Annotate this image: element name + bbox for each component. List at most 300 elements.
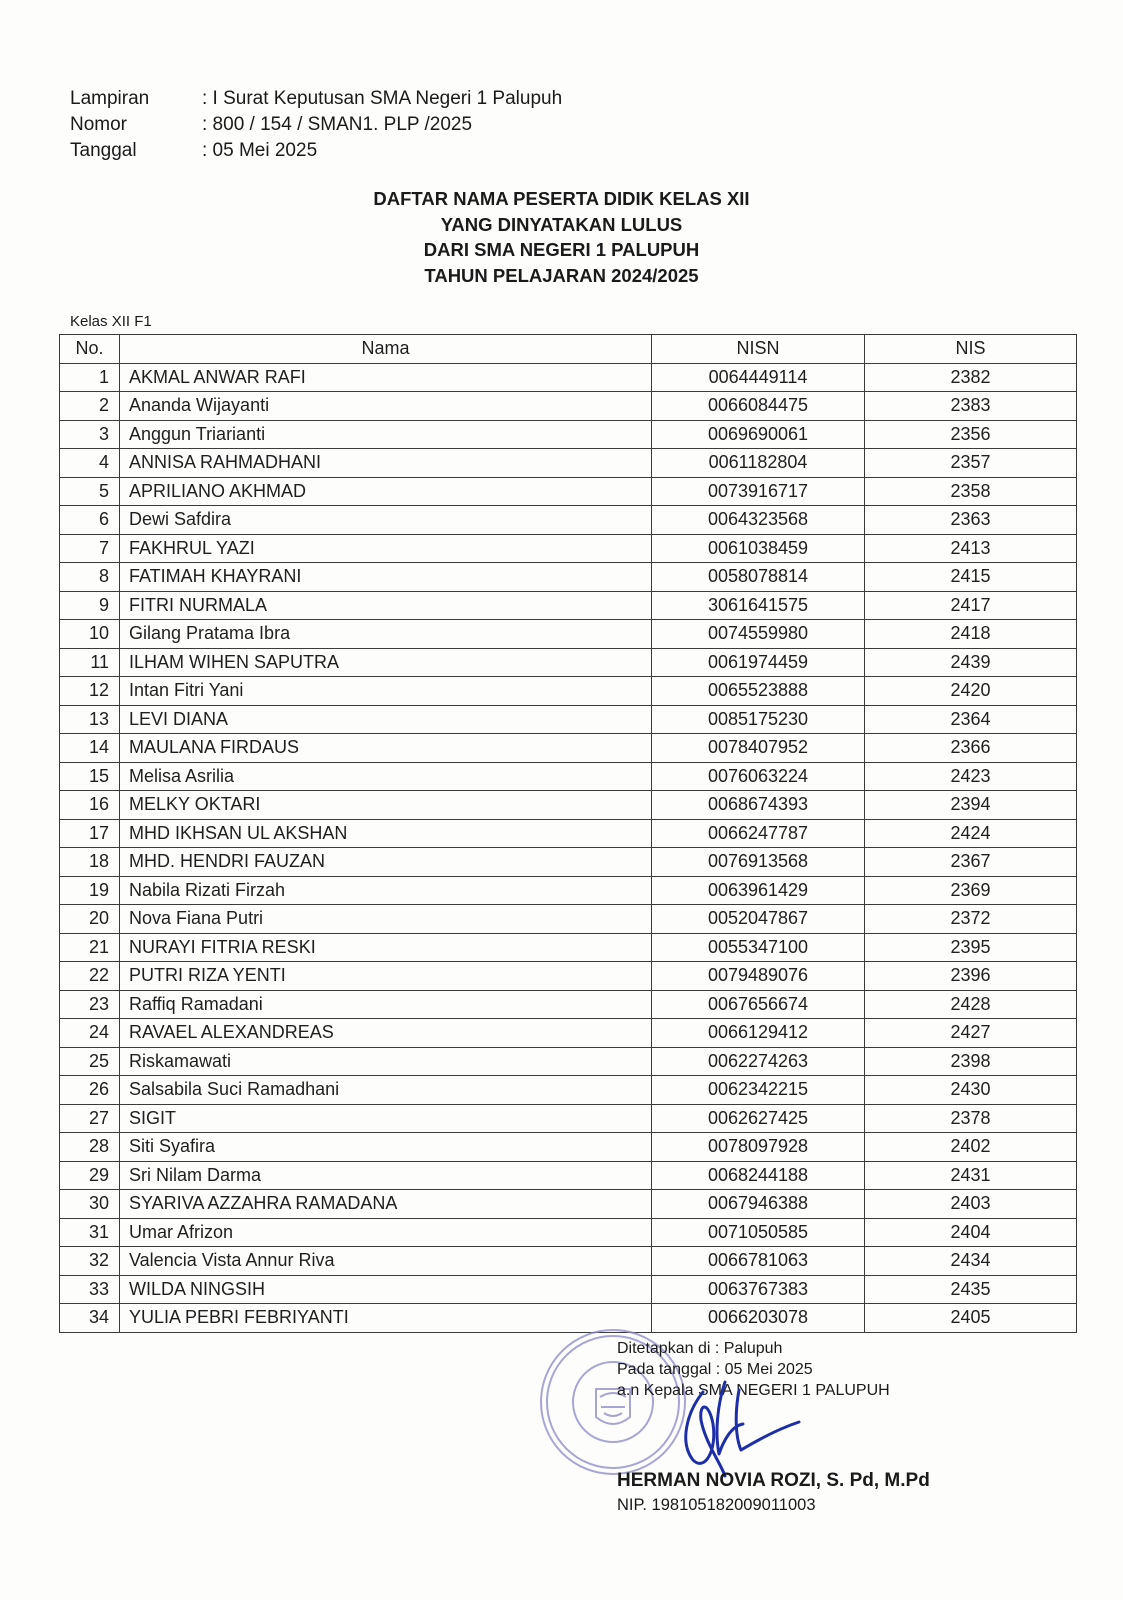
student-nisn-cell <box>652 449 865 478</box>
student-nis: 2405 <box>950 1307 991 1328</box>
column-header-nisn: NISN <box>652 335 865 364</box>
student-name-cell <box>120 1133 652 1162</box>
table-row <box>60 1190 1077 1219</box>
student-name: FITRI NURMALA <box>129 594 268 615</box>
student-nis: 2415 <box>950 566 991 587</box>
student-nis-cell <box>865 734 1077 763</box>
student-nisn-cell <box>652 876 865 905</box>
student-name: FATIMAH KHAYRANI <box>129 566 302 587</box>
row-number: 27 <box>88 1107 109 1128</box>
row-number-cell <box>60 705 120 734</box>
row-number: 8 <box>98 566 109 587</box>
student-nis-cell <box>865 1218 1077 1247</box>
signer-name: HERMAN NOVIA ROZI, S. Pd, M.Pd <box>617 1470 930 1491</box>
student-name: Anggun Triarianti <box>129 423 266 444</box>
row-number: 19 <box>88 879 109 900</box>
student-name-cell <box>120 563 652 592</box>
student-nisn: 0062274263 <box>707 1050 809 1071</box>
student-name-cell <box>120 1190 652 1219</box>
student-nis: 2434 <box>950 1250 991 1271</box>
table-row <box>60 1275 1077 1304</box>
row-number: 3 <box>98 423 109 444</box>
row-number-cell <box>60 1190 120 1219</box>
student-nis-cell <box>865 933 1077 962</box>
student-name: Umar Afrizon <box>129 1221 234 1242</box>
row-number-cell <box>60 905 120 934</box>
student-nis-cell <box>865 648 1077 677</box>
row-number-cell <box>60 563 120 592</box>
student-name: ILHAM WIHEN SAPUTRA <box>129 651 340 672</box>
student-nis-cell <box>865 677 1077 706</box>
student-name-cell <box>120 420 652 449</box>
student-nis: 2394 <box>950 794 991 815</box>
student-nis: 2418 <box>950 623 991 644</box>
student-nis-cell <box>865 620 1077 649</box>
table-row <box>60 677 1077 706</box>
student-nis-cell <box>865 1047 1077 1076</box>
title-line-2: YANG DINYATAKAN LULUS <box>440 213 683 235</box>
student-name-cell <box>120 762 652 791</box>
row-number-cell <box>60 848 120 877</box>
student-nis: 2367 <box>950 851 991 872</box>
title-line-1: DAFTAR NAMA PESERTA DIDIK KELAS XII <box>373 188 750 209</box>
student-nis: 2395 <box>950 936 991 957</box>
student-nisn-cell <box>652 734 865 763</box>
tanggal-label: Tanggal <box>70 140 137 161</box>
row-number-cell <box>60 477 120 506</box>
row-number-cell <box>60 1133 120 1162</box>
student-name-cell <box>120 1076 652 1105</box>
student-nisn-cell <box>652 563 865 592</box>
student-table <box>59 334 1077 1333</box>
student-nis: 2396 <box>950 965 991 986</box>
table-row <box>60 905 1077 934</box>
student-nisn: 0076913568 <box>707 851 809 872</box>
row-number-cell <box>60 506 120 535</box>
student-nis-cell <box>865 1247 1077 1276</box>
student-nisn: 0061182804 <box>708 452 808 473</box>
title-line-4: TAHUN PELAJARAN 2024/2025 <box>424 264 699 286</box>
column-header-no: No. <box>60 335 120 364</box>
student-nisn-cell <box>652 620 865 649</box>
table-row <box>60 392 1077 421</box>
student-nisn: 0058078814 <box>707 566 809 587</box>
student-name-cell <box>120 363 652 392</box>
student-nis: 2413 <box>950 537 991 558</box>
student-nis: 2424 <box>950 822 991 843</box>
table-row <box>60 1104 1077 1133</box>
student-name-cell <box>120 534 652 563</box>
student-name: Nabila Rizati Firzah <box>129 879 286 900</box>
signer-nip: NIP. 198105182009011003 <box>617 1496 816 1514</box>
student-nis-cell <box>865 819 1077 848</box>
lampiran-label: Lampiran <box>70 88 150 109</box>
student-nisn-cell <box>652 1218 865 1247</box>
row-number-cell <box>60 1275 120 1304</box>
student-name-cell <box>120 648 652 677</box>
student-name: LEVI DIANA <box>129 708 229 729</box>
row-number-cell <box>60 1047 120 1076</box>
student-nisn-cell <box>652 591 865 620</box>
student-nis: 2372 <box>950 908 991 929</box>
student-name-cell <box>120 1047 652 1076</box>
student-nisn: 0085175230 <box>707 708 809 729</box>
student-name: Siti Syafira <box>129 1136 216 1157</box>
student-nis-cell <box>865 363 1077 392</box>
row-number: 6 <box>98 509 109 530</box>
row-number: 2 <box>98 395 109 416</box>
student-nisn-cell <box>652 392 865 421</box>
student-nis: 2430 <box>950 1079 991 1100</box>
student-name: Valencia Vista Annur Riva <box>129 1250 335 1271</box>
student-nisn-cell <box>652 848 865 877</box>
row-number: 32 <box>88 1250 109 1271</box>
student-name-cell <box>120 477 652 506</box>
student-nisn: 0069690061 <box>707 423 809 444</box>
student-nisn: 0063767383 <box>707 1278 809 1299</box>
nomor-value: : 800 / 154 / SMAN1. PLP /2025 <box>202 114 473 135</box>
row-number-cell <box>60 734 120 763</box>
student-name: MHD IKHSAN UL AKSHAN <box>129 822 348 843</box>
row-number-cell <box>60 876 120 905</box>
table-row <box>60 734 1077 763</box>
student-nis: 2357 <box>950 452 991 473</box>
student-name: WILDA NINGSIH <box>129 1278 266 1299</box>
student-nisn-cell <box>652 1190 865 1219</box>
student-name-cell <box>120 1161 652 1190</box>
student-name: MELKY OKTARI <box>129 794 261 815</box>
student-nis-cell <box>865 1104 1077 1133</box>
student-nis: 2383 <box>950 395 991 416</box>
row-number-cell <box>60 962 120 991</box>
student-name: Salsabila Suci Ramadhani <box>129 1079 340 1100</box>
row-number-cell <box>60 1076 120 1105</box>
student-nisn-cell <box>652 1019 865 1048</box>
student-nis: 2404 <box>950 1221 991 1242</box>
row-number: 7 <box>98 537 109 558</box>
student-nisn-cell <box>652 506 865 535</box>
student-nisn: 0074559980 <box>707 623 809 644</box>
lampiran-row <box>70 86 562 112</box>
student-name: APRILIANO AKHMAD <box>129 480 307 501</box>
row-number: 12 <box>88 680 109 701</box>
row-number: 4 <box>98 452 109 473</box>
student-name-cell <box>120 591 652 620</box>
student-nisn-cell <box>652 1275 865 1304</box>
student-name-cell <box>120 1104 652 1133</box>
table-row <box>60 449 1077 478</box>
student-nisn-cell <box>652 1133 865 1162</box>
student-nisn-cell <box>652 1104 865 1133</box>
student-nis: 2431 <box>950 1164 991 1185</box>
row-number: 31 <box>88 1221 109 1242</box>
student-nisn: 0066247787 <box>707 822 809 843</box>
student-nisn: 0078407952 <box>707 737 809 758</box>
student-name: Melisa Asrilia <box>129 765 235 786</box>
student-name: YULIA PEBRI FEBRIYANTI <box>129 1307 349 1328</box>
row-number-cell <box>60 990 120 1019</box>
row-number-cell <box>60 1218 120 1247</box>
row-number-cell <box>60 363 120 392</box>
row-number-cell <box>60 933 120 962</box>
row-number-cell <box>60 620 120 649</box>
student-nis: 2382 <box>950 366 991 387</box>
student-nisn: 0067656674 <box>707 993 809 1014</box>
student-nisn: 0076063224 <box>707 765 809 786</box>
student-nisn-cell <box>652 648 865 677</box>
row-number-cell <box>60 1304 120 1333</box>
student-name: RAVAEL ALEXANDREAS <box>129 1022 334 1043</box>
student-name-cell <box>120 620 652 649</box>
table-row <box>60 848 1077 877</box>
student-nis-cell <box>865 762 1077 791</box>
student-name-cell <box>120 962 652 991</box>
row-number: 18 <box>88 851 109 872</box>
student-nis-cell <box>865 534 1077 563</box>
student-nis-cell <box>865 563 1077 592</box>
student-nis: 2364 <box>950 708 991 729</box>
student-nisn-cell <box>652 962 865 991</box>
student-nisn: 0066781063 <box>707 1250 809 1271</box>
signature-date: Pada tanggal : 05 Mei 2025 <box>617 1361 813 1378</box>
table-row <box>60 506 1077 535</box>
student-nisn: 0064323568 <box>707 509 809 530</box>
student-nis: 2427 <box>950 1022 991 1043</box>
student-name-cell <box>120 848 652 877</box>
student-name: Nova Fiana Putri <box>129 908 264 929</box>
row-number-cell <box>60 762 120 791</box>
row-number-cell <box>60 392 120 421</box>
student-nisn: 0055347100 <box>707 936 809 957</box>
student-nisn: 0071050585 <box>707 1221 809 1242</box>
student-nis-cell <box>865 591 1077 620</box>
class-label: Kelas XII F1 <box>70 313 152 330</box>
student-nis-cell <box>865 420 1077 449</box>
student-nis-cell <box>865 1275 1077 1304</box>
student-nisn-cell <box>652 677 865 706</box>
row-number: 13 <box>88 708 109 729</box>
table-row <box>60 1218 1077 1247</box>
student-name-cell <box>120 990 652 1019</box>
student-name: MAULANA FIRDAUS <box>129 737 300 758</box>
student-nisn-cell <box>652 990 865 1019</box>
student-nisn-cell <box>652 791 865 820</box>
row-number: 14 <box>88 737 109 758</box>
student-name: Gilang Pratama Ibra <box>129 623 291 644</box>
student-name: Raffiq Ramadani <box>129 993 263 1014</box>
table-row <box>60 1161 1077 1190</box>
row-number: 1 <box>98 366 109 387</box>
student-name: Riskamawati <box>129 1050 232 1071</box>
student-name: Dewi Safdira <box>129 509 232 530</box>
student-nisn: 0062627425 <box>707 1107 809 1128</box>
student-nis: 2420 <box>950 680 991 701</box>
student-nisn-cell <box>652 363 865 392</box>
student-name-cell <box>120 734 652 763</box>
student-nis-cell <box>865 1190 1077 1219</box>
table-row <box>60 705 1077 734</box>
student-name-cell <box>120 449 652 478</box>
student-name: MHD. HENDRI FAUZAN <box>129 851 326 872</box>
student-nisn-cell <box>652 933 865 962</box>
student-nisn-cell <box>652 1161 865 1190</box>
student-name: SYARIVA AZZAHRA RAMADANA <box>129 1193 398 1214</box>
table-row <box>60 876 1077 905</box>
student-nis: 2366 <box>950 737 991 758</box>
student-name: FAKHRUL YAZI <box>129 537 255 558</box>
student-name-cell <box>120 1247 652 1276</box>
row-number: 16 <box>88 794 109 815</box>
row-number: 34 <box>88 1307 109 1328</box>
student-nisn: 0065523888 <box>707 680 809 701</box>
student-nisn: 0073916717 <box>707 480 809 501</box>
student-nis-cell <box>865 905 1077 934</box>
table-row <box>60 1247 1077 1276</box>
row-number: 17 <box>88 822 109 843</box>
student-nis-cell <box>865 791 1077 820</box>
row-number: 21 <box>88 936 109 957</box>
row-number: 26 <box>88 1079 109 1100</box>
column-header-nama: Nama <box>120 335 652 364</box>
signature-on-behalf: a.n Kepala SMA NEGERI 1 PALUPUH <box>617 1382 890 1399</box>
student-nisn-cell <box>652 762 865 791</box>
student-nis-cell <box>865 962 1077 991</box>
student-nis-cell <box>865 392 1077 421</box>
table-row <box>60 762 1077 791</box>
student-name: ANNISA RAHMADHANI <box>129 452 322 473</box>
table-row <box>60 534 1077 563</box>
student-nis: 2363 <box>950 509 991 530</box>
student-nisn: 0064449114 <box>708 366 808 387</box>
row-number-cell <box>60 449 120 478</box>
student-rows <box>60 363 1077 1332</box>
nomor-row <box>70 112 562 138</box>
table-row <box>60 1019 1077 1048</box>
row-number: 29 <box>88 1164 109 1185</box>
student-name: Intan Fitri Yani <box>129 680 244 701</box>
title-line-3: DARI SMA NEGERI 1 PALUPUH <box>423 239 700 260</box>
row-number-cell <box>60 648 120 677</box>
lampiran-value: : I Surat Keputusan SMA Negeri 1 Palupuh <box>202 88 563 109</box>
student-nis-cell <box>865 848 1077 877</box>
row-number-cell <box>60 1247 120 1276</box>
student-name: PUTRI RIZA YENTI <box>129 965 286 986</box>
row-number-cell <box>60 1161 120 1190</box>
student-nisn: 0066203078 <box>707 1307 809 1328</box>
student-name: SIGIT <box>129 1107 177 1128</box>
row-number-cell <box>60 677 120 706</box>
student-name-cell <box>120 506 652 535</box>
table-row <box>60 620 1077 649</box>
row-number: 10 <box>88 623 109 644</box>
student-nisn: 0066084475 <box>707 395 809 416</box>
student-nis: 2435 <box>950 1278 991 1299</box>
row-number: 25 <box>88 1050 109 1071</box>
student-name-cell <box>120 392 652 421</box>
row-number: 33 <box>88 1278 109 1299</box>
table-row <box>60 591 1077 620</box>
student-nis-cell <box>865 1304 1077 1333</box>
student-nisn: 0063961429 <box>707 879 809 900</box>
student-nisn: 0062342215 <box>707 1079 809 1100</box>
student-nis-cell <box>865 477 1077 506</box>
student-name-cell <box>120 933 652 962</box>
student-nisn: 0066129412 <box>707 1022 809 1043</box>
row-number: 11 <box>90 651 109 672</box>
student-nis: 2428 <box>950 993 991 1014</box>
student-name-cell <box>120 705 652 734</box>
student-nis-cell <box>865 449 1077 478</box>
table-row <box>60 962 1077 991</box>
student-nis: 2398 <box>950 1050 991 1071</box>
handwritten-signature-icon <box>665 1372 815 1482</box>
table-row <box>60 990 1077 1019</box>
student-nis-cell <box>865 990 1077 1019</box>
student-name: Sri Nilam Darma <box>129 1164 262 1185</box>
student-nis: 2356 <box>950 423 991 444</box>
table-row <box>60 363 1077 392</box>
student-nisn-cell <box>652 1247 865 1276</box>
student-nis-cell <box>865 1161 1077 1190</box>
student-name-cell <box>120 1019 652 1048</box>
student-nis-cell <box>865 1133 1077 1162</box>
student-nis: 2417 <box>950 594 991 615</box>
student-nisn: 0068674393 <box>707 794 809 815</box>
row-number-cell <box>60 1019 120 1048</box>
student-nisn: 0068244188 <box>707 1164 809 1185</box>
table-row <box>60 1047 1077 1076</box>
student-nis: 2369 <box>950 879 991 900</box>
signature-place: Ditetapkan di : Palupuh <box>617 1340 783 1357</box>
student-name-cell <box>120 876 652 905</box>
column-header-nis: NIS <box>865 335 1077 364</box>
student-nis-cell <box>865 876 1077 905</box>
student-nis-cell <box>865 1076 1077 1105</box>
row-number-cell <box>60 591 120 620</box>
student-nisn-cell <box>652 420 865 449</box>
student-nisn: 0061974459 <box>707 651 809 672</box>
student-name: NURAYI FITRIA RESKI <box>129 936 316 957</box>
student-name-cell <box>120 1275 652 1304</box>
row-number-cell <box>60 791 120 820</box>
student-name-cell <box>120 905 652 934</box>
student-nisn: 0052047867 <box>707 908 809 929</box>
table-row <box>60 791 1077 820</box>
student-nisn-cell <box>652 534 865 563</box>
student-nis: 2402 <box>950 1136 991 1157</box>
student-name-cell <box>120 1218 652 1247</box>
student-nisn-cell <box>652 477 865 506</box>
student-nis: 2358 <box>950 480 991 501</box>
student-nisn: 0061038459 <box>707 537 809 558</box>
student-nis-cell <box>865 506 1077 535</box>
student-nis: 2439 <box>950 651 991 672</box>
student-nisn: 0078097928 <box>707 1136 809 1157</box>
table-header-row <box>60 335 1077 364</box>
student-nisn-cell <box>652 705 865 734</box>
student-name-cell <box>120 677 652 706</box>
student-name: AKMAL ANWAR RAFI <box>129 366 306 387</box>
table-row <box>60 420 1077 449</box>
row-number-cell <box>60 420 120 449</box>
student-nis: 2423 <box>950 765 991 786</box>
student-nisn-cell <box>652 905 865 934</box>
table-row <box>60 819 1077 848</box>
student-name-cell <box>120 819 652 848</box>
row-number: 9 <box>98 594 109 615</box>
row-number-cell <box>60 819 120 848</box>
student-nis: 2403 <box>950 1193 991 1214</box>
